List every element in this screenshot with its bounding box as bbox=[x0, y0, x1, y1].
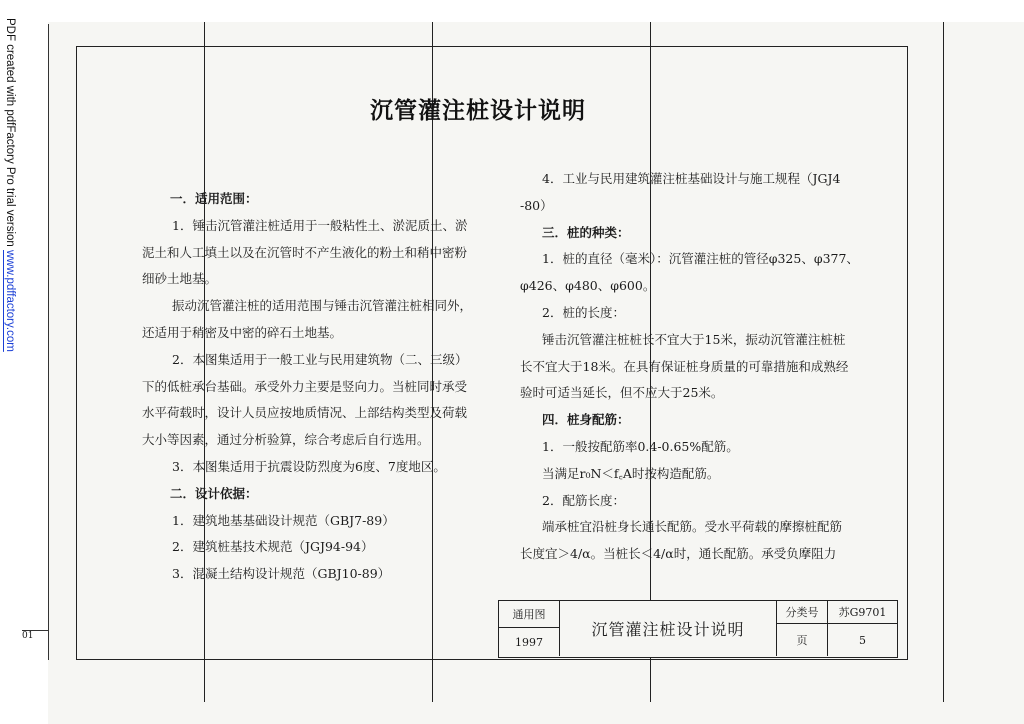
text-line: 水平荷载时，设计人员应按地质情况、上部结构类型及荷载 bbox=[142, 405, 468, 421]
title-block-year: 1997 bbox=[499, 628, 560, 656]
text-line: 下的低桩承台基础。承受外力主要是竖向力。当桩同时承受 bbox=[142, 378, 468, 394]
text-line: 3．混凝土结构设计规范（GBJ10-89） bbox=[172, 566, 391, 582]
page-title: 沉管灌注桩设计说明 bbox=[370, 98, 586, 124]
text-line: 泥土和人工填土以及在沉管时不产生液化的粉土和稍中密粉 bbox=[142, 244, 468, 260]
previous-page-stub: 01 bbox=[22, 630, 48, 657]
title-block-page-label: 页 bbox=[777, 624, 828, 656]
title-block-drawing-title: 沉管灌注桩设计说明 bbox=[560, 601, 777, 656]
previous-page-edge bbox=[22, 24, 49, 660]
title-block-category-label: 分类号 bbox=[777, 601, 828, 624]
text-line: 1．建筑地基基础设计规范（GBJ7-89） bbox=[172, 512, 395, 528]
text-line: 长度宜＞4/α。当桩长＜4/α时，通长配筋。承受负摩阻力 bbox=[520, 546, 837, 562]
title-block-label: 通用图 bbox=[499, 601, 560, 628]
show-through-ghost bbox=[245, 104, 365, 138]
text-line: 细砂土地基。 bbox=[142, 271, 218, 287]
text-line: 4．工业与民用建筑灌注桩基础设计与施工规程（JGJ4 bbox=[542, 171, 841, 186]
text-line: 长不宜大于18米。在具有保证桩身质量的可靠措施和成熟经 bbox=[520, 358, 849, 374]
text-line: 端承桩宜沿桩身长通长配筋。受水平荷载的摩擦桩配筋 bbox=[542, 519, 843, 535]
text-line: 验时可适当延长，但不应大于25米。 bbox=[520, 385, 724, 401]
text-line: 1．一般按配筋率0.4-0.65%配筋。 bbox=[542, 438, 739, 454]
text-line: 2．本图集适用于一般工业与民用建筑物（二、三级） bbox=[172, 351, 468, 367]
title-block-category-value: 苏G9701 bbox=[828, 601, 897, 624]
title-block bbox=[498, 600, 898, 658]
right-text-column bbox=[520, 166, 880, 568]
section-heading: 二．设计依据： bbox=[170, 485, 258, 501]
watermark-link[interactable]: www.pdffactory.com bbox=[4, 250, 16, 352]
text-line: 2．建筑桩基技术规范（JGJ94-94） bbox=[172, 539, 374, 555]
text-line: 振动沉管灌注桩的适用范围与锤击沉管灌注桩相同外， bbox=[172, 298, 473, 314]
left-text-column bbox=[132, 186, 492, 588]
section-heading: 一．适用范围： bbox=[170, 191, 258, 206]
text-line: 1．锤击沉管灌注桩适用于一般粘性土、淤泥质土、淤 bbox=[172, 217, 468, 233]
text-line: 当满足r₀N＜f꜀A时按构造配筋。 bbox=[542, 465, 720, 481]
text-line: 还适用于稍密及中密的碎石土地基。 bbox=[142, 324, 343, 340]
text-line: 大小等因素，通过分析验算，综合考虑后自行选用。 bbox=[142, 432, 430, 448]
section-heading: 四．桩身配筋： bbox=[542, 412, 630, 428]
text-line: 2．桩的长度： bbox=[542, 304, 625, 320]
text-line: 1．桩的直径（毫米）：沉管灌注桩的管径φ325、φ377、 bbox=[542, 251, 859, 267]
fold-line-4 bbox=[943, 22, 944, 702]
text-line: 3．本图集适用于抗震设防烈度为6度、7度地区。 bbox=[172, 458, 446, 474]
watermark-text: PDF created with pdfFactory Pro trial version bbox=[4, 18, 16, 250]
text-line: φ426、φ480、φ600。 bbox=[520, 278, 656, 294]
pdf-watermark bbox=[4, 18, 16, 352]
title-block-page-value: 5 bbox=[859, 633, 866, 647]
text-line: -80） bbox=[520, 197, 553, 213]
section-heading: 三．桩的种类： bbox=[542, 224, 630, 240]
text-line: 锤击沉管灌注桩桩长不宜大于15米，振动沉管灌注桩桩 bbox=[542, 331, 846, 347]
text-line: 2．配筋长度： bbox=[542, 492, 625, 508]
